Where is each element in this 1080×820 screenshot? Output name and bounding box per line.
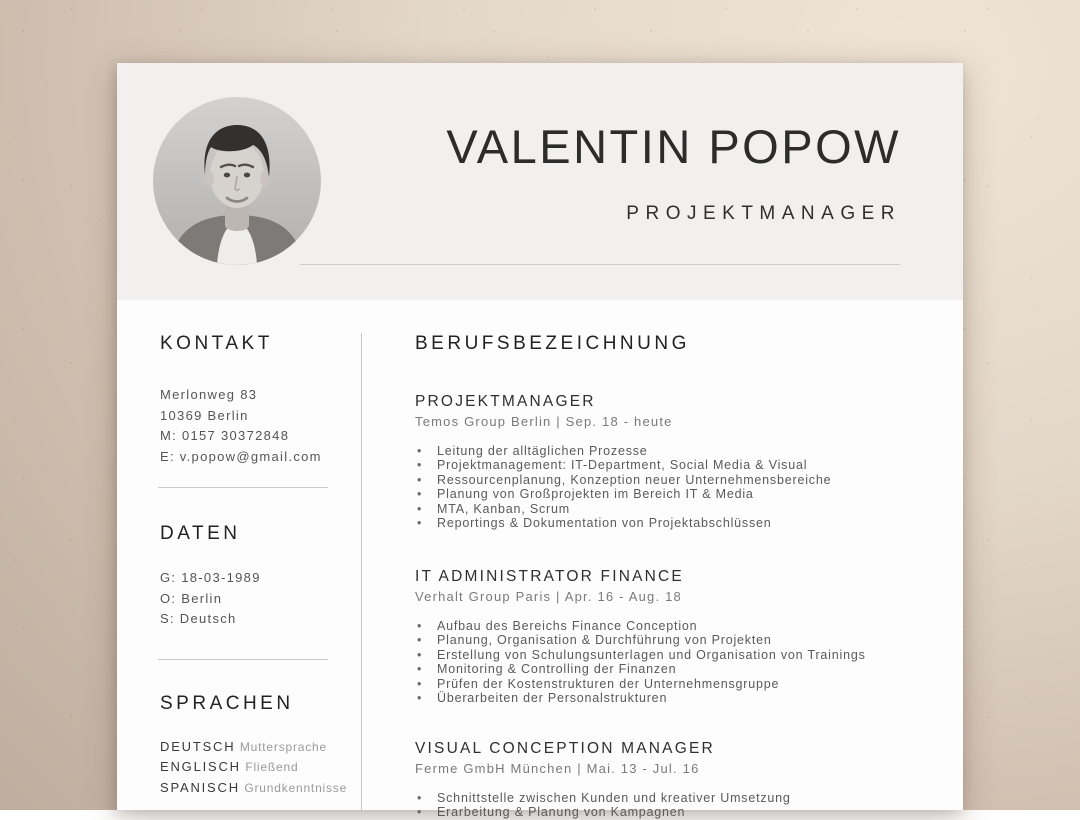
job-bullet: • Reportings & Dokumentation von Projektabschlüssen <box>415 516 945 530</box>
language-row <box>160 757 347 777</box>
job-entry <box>415 393 945 530</box>
person-job-title: PROJEKTMANAGER <box>626 203 901 224</box>
job-bullet: • Erarbeitung & Planung von Kampagnen <box>415 805 945 819</box>
job-bullet: • Leitung der alltäglichen Prozesse <box>415 444 945 458</box>
birthdate-line: G: 18-03-1989 <box>160 570 261 585</box>
job-company-dates: Verhalt Group Paris | Apr. 16 - Aug. 18 <box>415 589 682 604</box>
job-bullet: • Planung, Organisation & Durchführung von Projekten <box>415 633 945 647</box>
daten-heading: DATEN <box>160 523 241 544</box>
job-entry <box>415 568 945 705</box>
section-divider-line <box>158 487 328 488</box>
job-title: VISUAL CONCEPTION MANAGER <box>415 740 715 757</box>
kontakt-heading: KONTAKT <box>160 333 273 354</box>
job-bullet: • Überarbeiten der Personalstrukturen <box>415 691 945 705</box>
language-level: Fließend <box>245 760 299 775</box>
language-row <box>160 778 347 798</box>
language-name: DEUTSCH <box>160 739 236 754</box>
language-name: ENGLISCH <box>160 759 241 775</box>
job-company-dates: Temos Group Berlin | Sep. 18 - heute <box>415 414 673 429</box>
resume-header <box>117 63 963 300</box>
language-level: Muttersprache <box>239 740 327 754</box>
daten-details <box>160 568 261 630</box>
portrait-illustration <box>153 97 321 265</box>
kontakt-details <box>160 385 322 467</box>
header-divider-line <box>300 264 900 265</box>
job-bullet: • Projektmanagement: IT-Department, Social Media & Visual <box>415 458 945 472</box>
job-entry <box>415 740 945 820</box>
job-bullet-list <box>415 791 945 820</box>
job-bullet: • Planung von Großprojekten im Bereich IT & Media <box>415 487 945 501</box>
job-bullet: • Ressourcenplanung, Konzeption neuer Unternehmensbereiche <box>415 473 945 487</box>
language-row <box>160 737 347 757</box>
language-name: SPANISCH <box>160 779 240 795</box>
job-bullet: • Prüfen der Kostenstrukturen der Unternehmensgruppe <box>415 677 945 691</box>
job-bullet: • Monitoring & Controlling der Finanzen <box>415 662 945 676</box>
job-bullet: • Schnittstelle zwischen Kunden und kreativer Umsetzung <box>415 791 945 805</box>
profile-photo <box>153 97 321 265</box>
email-line: E: v.popow@gmail.com <box>160 448 322 464</box>
address-street: Merlonweg 83 <box>160 387 258 402</box>
address-city: 10369 Berlin <box>160 407 249 423</box>
job-bullet-list <box>415 619 945 705</box>
job-title: PROJEKTMANAGER <box>415 393 596 410</box>
job-company-dates: Ferme GmbH München | Mai. 13 - Jul. 16 <box>415 761 700 776</box>
job-bullet-list <box>415 444 945 530</box>
section-divider-line <box>158 659 328 660</box>
phone-line: M: 0157 30372848 <box>160 428 290 443</box>
birthplace-line: O: Berlin <box>160 590 223 606</box>
job-bullet: • MTA, Kanban, Scrum <box>415 502 945 516</box>
sprachen-heading: SPRACHEN <box>160 693 294 714</box>
job-title: IT ADMINISTRATOR FINANCE <box>415 568 684 585</box>
berufsbezeichnung-heading: BERUFSBEZEICHNUNG <box>415 333 690 354</box>
column-divider-line <box>361 333 362 810</box>
nationality-line: S: Deutsch <box>160 611 237 626</box>
job-bullet: • Aufbau des Bereichs Finance Conception <box>415 619 945 633</box>
person-name: VALENTIN POPOW <box>446 120 901 173</box>
resume-page <box>117 63 963 820</box>
job-bullet: • Erstellung von Schulungsunterlagen und Organisation von Trainings <box>415 648 945 662</box>
language-level: Grundkenntnisse <box>244 780 348 795</box>
languages-list <box>160 737 347 798</box>
